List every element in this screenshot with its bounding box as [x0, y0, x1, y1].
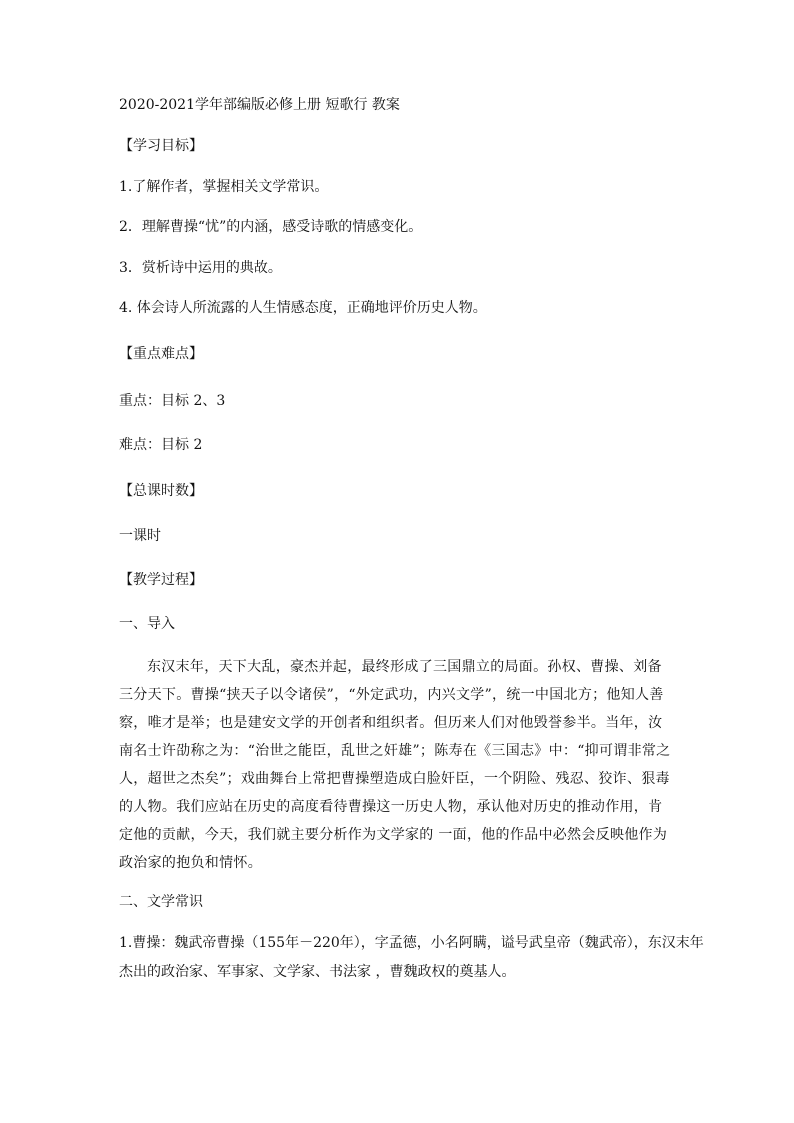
goal-item-1: 1.了解作者，掌握相关文学常识。 [119, 179, 329, 195]
heading-total-hours: 【总课时数】 [119, 483, 203, 499]
part-heading-literature: 二、文学常识 [119, 894, 203, 910]
intro-paragraph [119, 653, 675, 877]
caocao-bio-line-2: 杰出的政治家、军事家、文学家、书法家 ，曹魏政权的奠基人。 [119, 964, 516, 980]
difficult-point: 难点：目标 2 [119, 437, 203, 453]
goal-item-2: 2．理解曹操“忧”的内涵，感受诗歌的情感变化。 [119, 219, 423, 235]
part-heading-intro: 一、导入 [119, 616, 175, 632]
caocao-bio-line-1: 1.曹操：魏武帝曹操（155年－220年），字孟德，小名阿瞒，谥号武皇帝（魏武帝），东汉末年 [119, 935, 704, 951]
heading-teaching-process: 【教学过程】 [119, 572, 203, 588]
goal-item-4: 4. 体会诗人所流露的人生情感态度，正确地评价历史人物。 [119, 300, 487, 316]
heading-learning-goals: 【学习目标】 [119, 138, 203, 154]
total-hours-value: 一课时 [119, 528, 161, 544]
goal-item-3: 3．赏析诗中运用的典故。 [119, 260, 282, 276]
document-title: 2020-2021学年部编版必修上册 短歌行 教案 [119, 97, 400, 113]
key-point: 重点：目标 2、3 [119, 393, 226, 409]
intro-text: 东汉末年，天下大乱，豪杰并起，最终形成了三国鼎立的局面。孙权、曹操、刘备三分天下。曹操“挟天子以令诸侯”，“外定武功，内兴文学”，统一中国北方；他知人善察，唯才是举；也是建安文学的开创者和组织者。但历来人们对他毁誉参半。当年，汝南名士许劭称之为：“治世之能臣，乱世之奸雄”；陈寿在《三国志》中：“抑可谓非常之人，超世之杰矣”；戏曲舞台上常把曹操塑造成白脸奸臣，一个阴险、残忍、狡诈、狠毒的人物。我们应站在历史的高度看待曹操这一历史人物，承认他对历史的推动作用，肯定他的贡献，今天，我们就主要分析作为文学家的 一面，他的作品中必然会反映他作为政治家的抱负和情怀。 [119, 659, 671, 871]
heading-key-difficult: 【重点难点】 [119, 346, 203, 362]
